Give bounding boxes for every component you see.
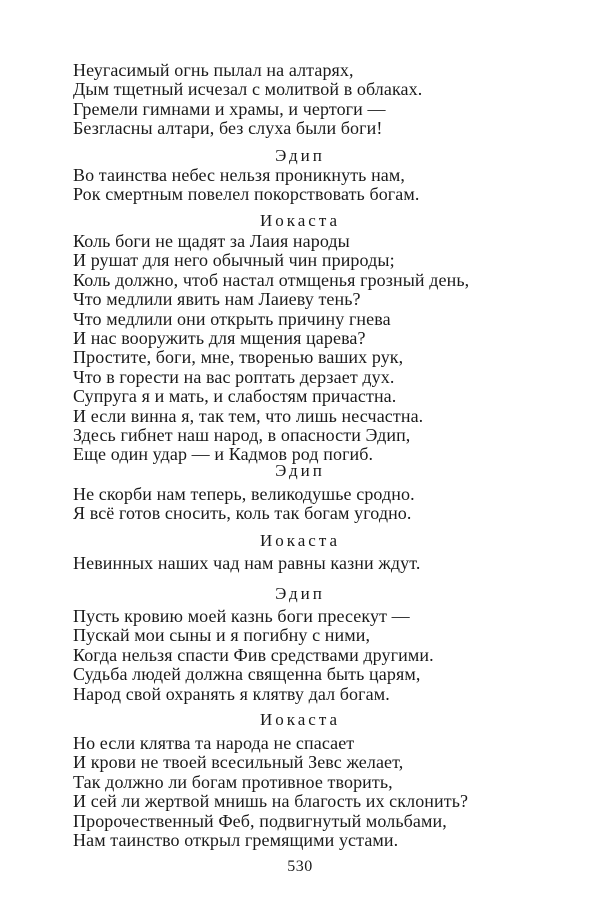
verse-line: Что медлили они открыть причину гнева <box>73 308 391 329</box>
verse-line: Гремели гимнами и храмы, и чертоги — <box>73 98 386 119</box>
verse-line: Не скорби нам теперь, великодушье сродно. <box>73 484 415 504</box>
speaker-name-oedipus: Эдип <box>275 146 325 165</box>
verse-stanza-4 <box>73 485 543 524</box>
verse-stanza-7 <box>73 734 543 850</box>
verse-stanza-3 <box>73 232 543 465</box>
verse-line: И если винна я, так тем, что лишь несчастна. <box>73 405 424 426</box>
verse-line: Невинных наших чад нам равны казни ждут. <box>73 553 421 573</box>
verse-line: Народ свой охранять я клятву дал богам. <box>73 683 390 704</box>
verse-line: Неугасимый огнь пылал на алтарях, <box>73 60 354 80</box>
verse-line: Я всё готов сносить, коль так богам угодно. <box>73 503 412 524</box>
speaker-name-oedipus: Эдип <box>275 461 325 480</box>
verse-line: Дым тщетный исчезал с молитвой в облаках. <box>73 79 423 100</box>
verse-line: Коль боги не щадят за Лаия народы <box>73 231 350 251</box>
verse-line: Судьба людей должна священна быть царям, <box>73 664 421 685</box>
verse-line: Здесь гибнет наш народ, в опасности Эдип, <box>73 425 411 446</box>
verse-line: И рушат для него обычный чин природы; <box>73 250 395 271</box>
page-number: 530 <box>287 858 313 875</box>
verse-stanza-1 <box>73 61 543 139</box>
verse-line: Нам таинство открыл гремящими устами. <box>73 830 399 851</box>
verse-line: Простите, боги, мне, творенью ваших рук, <box>73 347 404 368</box>
verse-line: И нас вооружить для мщения царева? <box>73 328 366 349</box>
verse-line: Но если клятва та народа не спасает <box>73 733 355 753</box>
verse-line: Безгласны алтари, без слуха были боги! <box>73 118 383 139</box>
speaker-name-oedipus: Эдип <box>275 584 325 603</box>
verse-line: Пускай мои сыны и я погибну с ними, <box>73 625 371 646</box>
verse-line: И сей ли жертвой мнишь на благость их склонить? <box>73 791 469 812</box>
verse-line: Еще один удар — и Кадмов род погиб. <box>73 444 374 465</box>
verse-stanza-5 <box>73 554 543 573</box>
verse-line: Что медлили явить нам Лаиеву тень? <box>73 289 361 310</box>
verse-stanza-6 <box>73 607 543 704</box>
verse-stanza-2 <box>73 166 543 205</box>
verse-line: Коль должно, чтоб настал отмщенья грозный день, <box>73 269 470 290</box>
verse-line: Во таинства небес нельзя проникнуть нам, <box>73 165 405 185</box>
speaker-name-jocasta: Иокаста <box>259 531 341 550</box>
speaker-name-jocasta: Иокаста <box>259 710 341 729</box>
verse-line: Когда нельзя спасти Фив средствами другими. <box>73 644 434 665</box>
speaker-name-jocasta: Иокаста <box>259 211 341 230</box>
verse-line: Так должно ли богам противное творить, <box>73 771 393 792</box>
verse-line: Пусть кровию моей казнь боги пресекут — <box>73 606 410 626</box>
verse-line: И крови не твоей всесильный Зевс желает, <box>73 752 404 773</box>
verse-line: Пророчественный Феб, подвигнутый мольбами, <box>73 810 447 831</box>
verse-line: Супруга я и мать, и слабостям причастна. <box>73 386 397 407</box>
verse-line: Рок смертным повелел покорствовать богам. <box>73 184 420 205</box>
verse-line: Что в горести на вас роптать дерзает дух. <box>73 366 395 387</box>
